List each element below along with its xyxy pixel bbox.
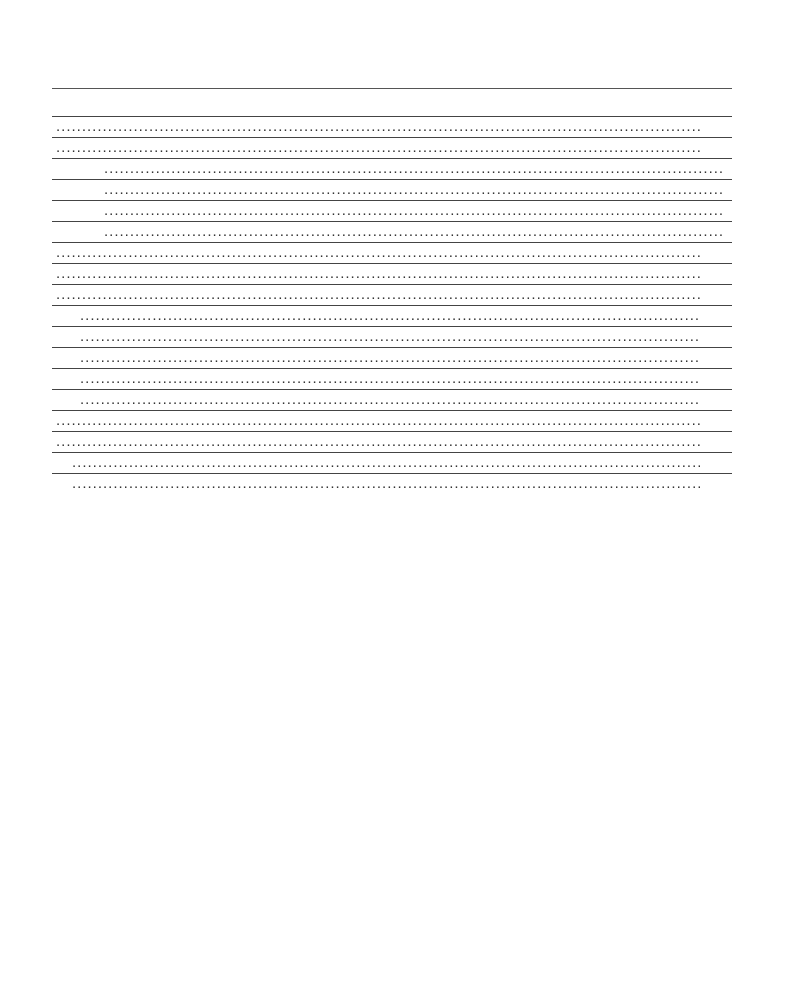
- leader-dots: [80, 327, 700, 347]
- toc-entry-glagol-1[interactable]: [52, 453, 732, 474]
- header-rule: [52, 88, 732, 89]
- toc-entry-shipyashchey[interactable]: [52, 243, 732, 264]
- leader-dots: [80, 369, 700, 389]
- leader-dots: [80, 306, 700, 326]
- toc-entry-mestoimenie[interactable]: [52, 411, 732, 432]
- toc-entry-sub-2[interactable]: [52, 180, 732, 201]
- leader-dots: [104, 201, 724, 221]
- leader-dots: [72, 453, 700, 473]
- leader-dots: [80, 390, 700, 410]
- toc-entry-o-i-e[interactable]: [52, 264, 732, 285]
- toc-entry-bezudarnye[interactable]: [52, 138, 732, 159]
- toc-entry-prilag-3[interactable]: [52, 348, 732, 369]
- leader-dots: [80, 348, 700, 368]
- toc-entry-sub-3[interactable]: [52, 201, 732, 222]
- toc-entry-prilag-2[interactable]: [52, 327, 732, 348]
- leader-dots: [72, 474, 700, 494]
- toc-entry-prilag-4[interactable]: [52, 369, 732, 390]
- leader-dots: [56, 243, 700, 263]
- toc-entry-sub-1[interactable]: [52, 159, 732, 180]
- leader-dots: [56, 264, 700, 284]
- leader-dots: [56, 117, 700, 137]
- toc-entry-glagol-2[interactable]: [52, 474, 732, 494]
- toc-entry-sub-4[interactable]: [52, 222, 732, 243]
- leader-dots: [104, 222, 724, 242]
- leader-dots: [56, 285, 700, 305]
- leader-dots: [56, 432, 700, 452]
- toc-entry-prilag-1[interactable]: [52, 306, 732, 327]
- table-of-contents: [52, 103, 732, 494]
- leader-dots: [104, 180, 724, 200]
- toc-entry-glagol[interactable]: [52, 432, 732, 453]
- toc-entry-prilag-5[interactable]: [52, 390, 732, 411]
- leader-dots: [104, 159, 724, 179]
- leader-dots: [56, 138, 700, 158]
- toc-entry-odnorodnye[interactable]: [52, 116, 732, 138]
- leader-dots: [56, 411, 700, 431]
- toc-entry-prilagatelnoe[interactable]: [52, 285, 732, 306]
